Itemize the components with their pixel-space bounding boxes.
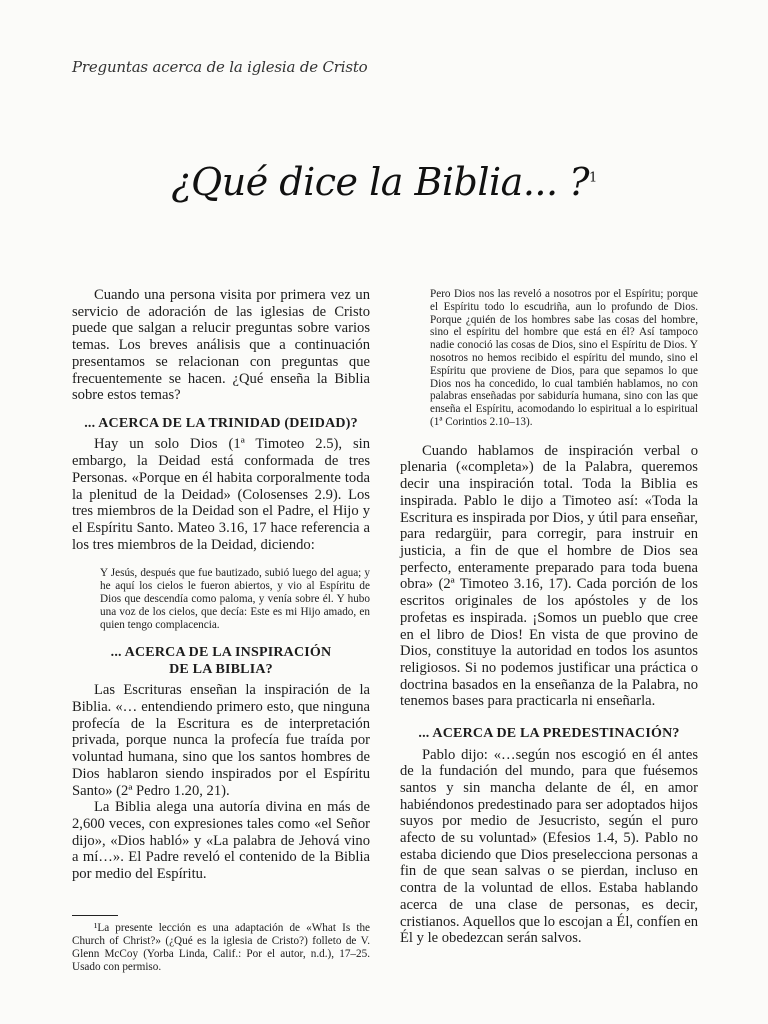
- trinity-quote: Y Jesús, después que fue bautizado, subió luego del agua; y he aquí los cielos le fueron abiertos, y vio al Espíritu de Dios que descendía como paloma, y venía sobre él. Y hubo una voz de los cielos, que decía: Este es mi Hijo amado, en quien tengo complacencia.: [100, 567, 370, 631]
- heading-inspiration-line1: ... ACERCA DE LA INSPIRACIÓN: [110, 645, 332, 661]
- inspiration-paragraph-2: La Biblia alega una autoría divina en más de 2,600 veces, con expresiones tales como «el Señor dijo», «Dios habló» y «La palabra de Jehová vino a mí…». El Padre reveló el contenido de la Biblia por medio del Espíritu.: [72, 799, 370, 883]
- intro-paragraph: Cuando una persona visita por primera vez un servicio de adoración de las iglesias de Cristo puede que salgan a relucir preguntas sobre varios temas. Los breves análisis que a continuación presentamos se relacionan con preguntas que frecuentemente se hacen. ¿Qué enseña la Biblia sobre estos temas?: [72, 287, 370, 404]
- inspiration-paragraph-1: Las Escrituras enseñan la inspiración de la Biblia. «… entendiendo primero esto, que ninguna profecía de la Escritura es de interpretación privada, porque nunca la profecía fue traída por voluntad humana, sino que los santos hombres de Dios hablaron siendo inspirados por el Espíritu Santo» (2ª Pedro 1.20, 21).: [72, 682, 370, 799]
- running-head: Preguntas acerca de la iglesia de Cristo: [72, 58, 368, 76]
- title-footnote-marker: 1: [589, 170, 597, 186]
- heading-inspiration: [72, 645, 370, 678]
- page-title: [0, 160, 768, 204]
- predestination-paragraph: Pablo dijo: «…según nos escogió en él antes de la fundación del mundo, para que fuésemos santos y sin mancha delante de él, en amor habiéndonos predestinado para ser adoptados hijos suyos por medio de Jesucristo, según el puro afecto de su voluntad» (Efesios 1.4, 5). Pablo no estaba diciendo que Dios preselecciona personas a fin de que sean salvas o se pierdan, incluso en contra de la voluntad de ellos. Estaba hablando acerca de una clase de personas, es decir, cristianos. Aquellos que lo escojan a Él, confíen en Él y le obedezcan serán salvos.: [400, 746, 698, 947]
- heading-predestination: ... ACERCA DE LA PREDESTINACIÓN?: [418, 726, 680, 742]
- heading-trinity: ... ACERCA DE LA TRINIDAD (DEIDAD)?: [84, 415, 358, 431]
- left-column: [72, 287, 370, 883]
- right-column: [400, 288, 698, 947]
- footnote-divider: [72, 915, 118, 916]
- inspiration-paragraph-3: Cuando hablamos de inspiración verbal o plenaria («completa») de la Palabra, queremos decir una inspiración total. Toda la Biblia es inspirada. Pablo le dijo a Timoteo así: «Toda la Escritura es inspirada por Dios, y útil para enseñar, para redargüir, para corregir, para instruir en justicia, a fin de que el hombre de Dios sea perfecto, enteramente preparado para toda buena obra» (2ª Timoteo 3.16, 17). Cada porción de los escritos originales de los apóstoles y de los profetas es inspirada. ¡Somos un pueblo que cree en el libro de Dios! En vista de que provino de Dios, constituye la autoridad en todos los asuntos religiosos. Si no podemos justificar una práctica o doctrina basados en la enseñanza de la Palabra, no tenemos bases para practicarla ni enseñarla.: [400, 442, 698, 710]
- corinthians-quote: Pero Dios nos las reveló a nosotros por el Espíritu; porque el Espíritu todo lo escudriña, aun lo profundo de Dios. Porque ¿quién de los hombres sabe las cosas del hombre, sino el espíritu del hombre que está en él? Así tampoco nadie conoció las cosas de Dios, sino el Espíritu de Dios. Y nosotros no hemos recibido el espíritu del mundo, sino el Espíritu que proviene de Dios, para que sepamos lo que Dios nos ha concedido, lo cual también hablamos, no con palabras enseñadas por sabiduría humana, sino con las que enseña el Espíritu, acomodando lo espiritual a lo espiritual (1ª Corintios 2.10–13).: [430, 288, 698, 428]
- trinity-paragraph: Hay un solo Dios (1ª Timoteo 2.5), sin embargo, la Deidad está conformada de tres Personas. «Porque en él habita corporalmente toda la plenitud de la Deidad» (Colosenses 2.9). Los tres miembros de la Deidad son el Padre, el Hijo y el Espíritu Santo. Mateo 3.16, 17 hace referencia a los tres miembros de la Deidad, diciendo:: [72, 436, 370, 553]
- title-text: ¿Qué dice la Biblia... ?: [171, 160, 590, 204]
- heading-inspiration-line2: DE LA BIBLIA?: [169, 661, 273, 677]
- footnote: ¹La presente lección es una adaptación de «What Is the Church of Christ?» (¿Qué es la iglesia de Cristo?) folleto de V. Glenn McCoy (Yorba Linda, Calif.: Por el autor, n.d.), 17–25. Usado con permiso.: [72, 922, 370, 973]
